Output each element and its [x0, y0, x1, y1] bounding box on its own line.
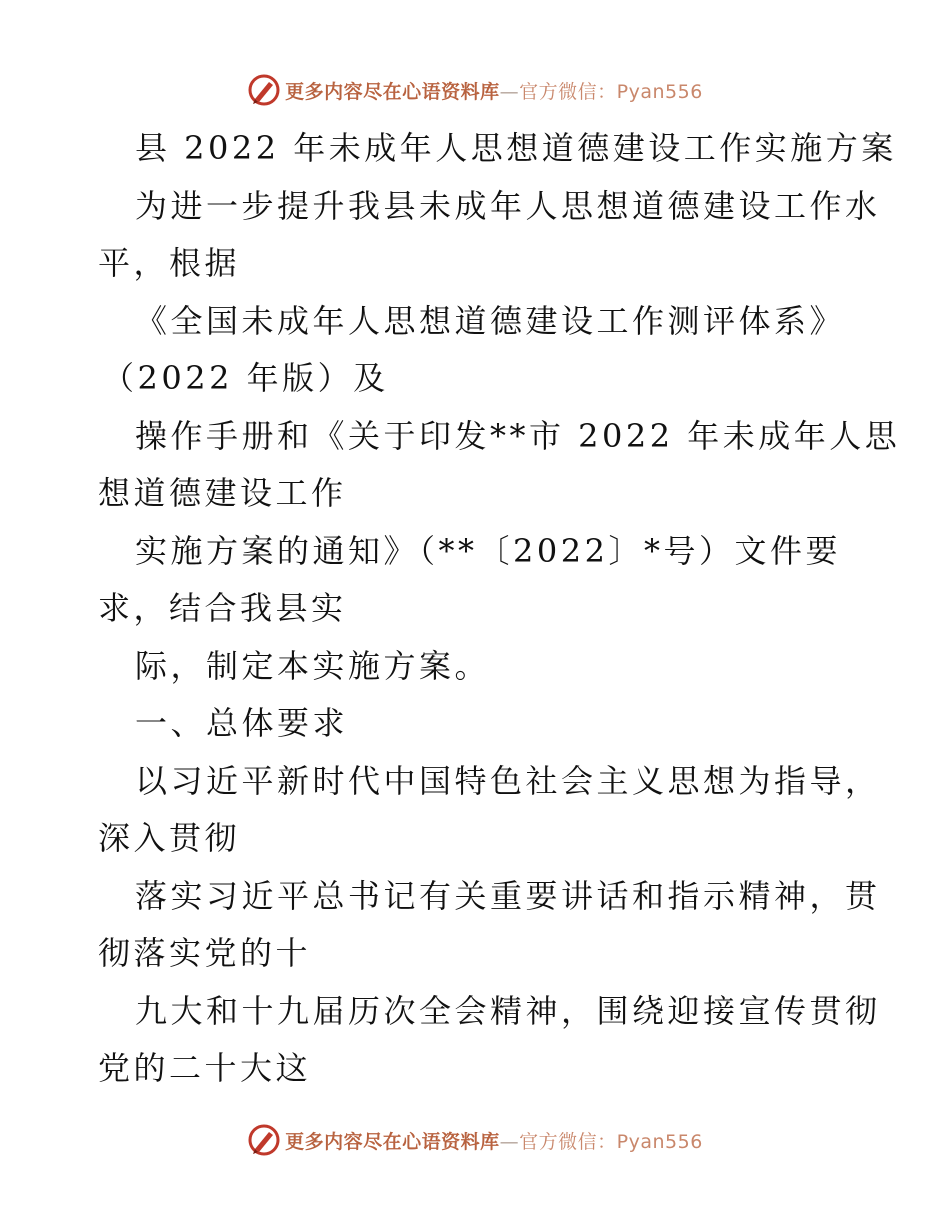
watermark-text — [285, 1127, 703, 1154]
doc-line: 想道德建设工作 — [98, 474, 347, 512]
doc-line: 求，结合我县实 — [98, 589, 347, 627]
doc-line: 实施方案的通知》（**〔2022〕*号）文件要 — [135, 531, 841, 570]
section-heading: 一、总体要求 — [135, 704, 349, 742]
doc-line: 平，根据 — [98, 244, 241, 282]
pen-logo-icon — [247, 73, 281, 107]
doc-line: 以习近平新时代中国特色社会主义思想为指导， — [135, 761, 881, 800]
doc-line: 党的二十大这 — [98, 1049, 312, 1087]
doc-line: 彻落实党的十 — [98, 934, 312, 972]
watermark-lead: 更多内容尽在心语资料库 — [285, 80, 500, 103]
watermark-lead: 更多内容尽在心语资料库 — [285, 1130, 500, 1153]
header-watermark — [0, 70, 950, 110]
watermark-wechat: 官方微信：Pyan556 — [519, 80, 703, 103]
watermark-text — [285, 77, 703, 104]
doc-line: 《全国未成年人思想道德建设工作测评体系》 — [135, 301, 846, 340]
doc-line: 为进一步提升我县未成年人思想道德建设工作水 — [135, 186, 881, 225]
doc-line: 操作手册和《关于印发**市 2022 年未成年人思 — [135, 416, 901, 455]
watermark-separator: — — [499, 1130, 520, 1153]
doc-line: （2022 年版）及 — [102, 359, 389, 397]
document-body — [98, 120, 901, 1098]
doc-line: 落实习近平总书记有关重要讲话和指示精神，贯 — [135, 876, 881, 915]
watermark-separator: — — [499, 80, 520, 103]
doc-line: 际，制定本实施方案。 — [135, 646, 491, 685]
footer-watermark — [0, 1120, 950, 1160]
pen-logo-icon — [247, 1123, 281, 1157]
doc-line-title: 县 2022 年未成年人思想道德建设工作实施方案 — [135, 129, 897, 167]
watermark-wechat: 官方微信：Pyan556 — [519, 1130, 703, 1153]
doc-line: 九大和十九届历次全会精神，围绕迎接宣传贯彻 — [135, 991, 881, 1030]
doc-line: 深入贯彻 — [98, 819, 241, 857]
